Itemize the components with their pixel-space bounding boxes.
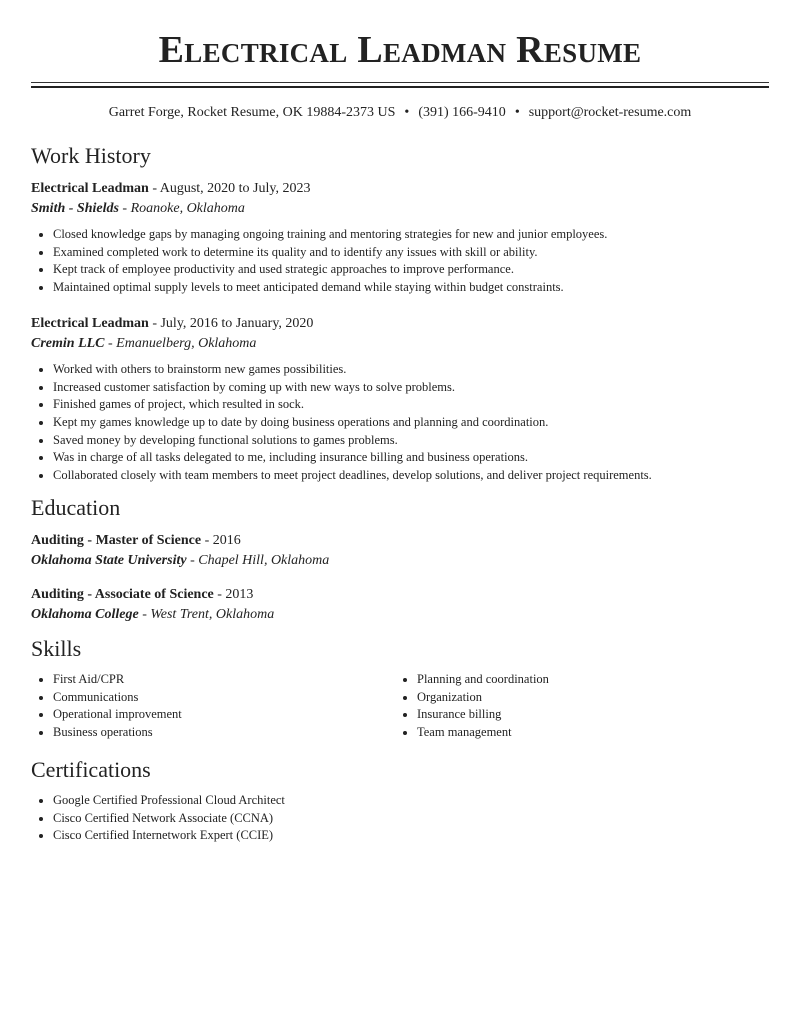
education-section [31, 495, 769, 624]
degree-line [31, 586, 769, 604]
contact-separator: • [514, 105, 520, 120]
education-entry [31, 532, 769, 570]
list-item: • Collaborated closely with team members to meet project deadlines, develop solutions, and deliver project requirements. [53, 467, 769, 485]
section-heading-education: Education [31, 495, 121, 520]
job-employer-line [31, 335, 769, 353]
job-title-line [31, 180, 769, 198]
skill-item: • First Aid/CPR [53, 671, 182, 689]
education-entry [31, 586, 769, 624]
degree-year: - 2016 [201, 533, 241, 548]
certification-item: • Cisco Certified Network Associate (CCNA) [53, 810, 769, 828]
degree-name: Auditing - Associate of Science [31, 587, 214, 602]
school-line [31, 552, 769, 570]
school-line [31, 606, 769, 624]
contact-phone: (391) 166-9410 [418, 105, 506, 120]
contact-separator: • [404, 105, 410, 120]
skill-item: • Communications [53, 689, 182, 707]
skills-column-right [395, 671, 549, 742]
list-item: • Kept track of employee productivity and used strategic approaches to improve performance. [53, 261, 769, 279]
degree-year: - 2013 [213, 587, 254, 602]
job-role: Electrical Leadman [31, 315, 149, 331]
skill-item: • Organization [417, 689, 549, 707]
job-location: - Roanoke, Oklahoma [118, 201, 245, 216]
skills-section [31, 636, 769, 746]
skill-item: • Operational improvement [53, 706, 182, 724]
title-divider-thin [31, 82, 769, 83]
contact-email: support@rocket-resume.com [528, 105, 692, 120]
list-item: • Saved money by developing functional solutions to games problems. [53, 432, 769, 450]
job-title-line [31, 315, 769, 333]
degree-line [31, 532, 769, 550]
degree-name: Auditing - Master of Science [31, 533, 202, 548]
skills-column-left [31, 671, 182, 742]
certifications-section [31, 757, 769, 845]
job-location: - Emanuelberg, Oklahoma [104, 335, 257, 351]
job-employer: Cremin LLC [31, 335, 105, 351]
school-location: - West Trent, Oklahoma [138, 607, 275, 622]
job-dates: - July, 2016 to January, 2020 [148, 315, 314, 331]
job-role: Electrical Leadman [31, 181, 149, 196]
list-item: • Finished games of project, which resulted in sock. [53, 396, 769, 414]
list-item: • Increased customer satisfaction by coming up with new ways to solve problems. [53, 379, 769, 397]
list-item: • Worked with others to brainstorm new games possibilities. [53, 361, 769, 379]
job-employer: Smith - Shields [31, 201, 119, 216]
list-item: • Closed knowledge gaps by managing ongoing training and mentoring strategies for new and junior employees. [53, 226, 769, 244]
school-name: Oklahoma State University [31, 553, 187, 568]
job-dates: - August, 2020 to July, 2023 [148, 181, 311, 196]
work-history-section [31, 143, 769, 485]
section-heading-skills: Skills [31, 636, 82, 661]
section-heading-work-history: Work History [31, 143, 151, 168]
certification-item: • Cisco Certified Internetwork Expert (CCIE) [53, 827, 769, 845]
job-bullets [31, 361, 769, 485]
school-name: Oklahoma College [31, 607, 139, 622]
job-bullets [31, 226, 769, 297]
resume-page [31, 0, 769, 843]
skill-item: • Planning and coordination [417, 671, 549, 689]
skill-item: • Business operations [53, 724, 182, 742]
job-entry [31, 315, 769, 485]
skills-grid [31, 671, 769, 746]
resume-title: Electrical Leadman Resume [158, 29, 642, 71]
list-item: • Maintained optimal supply levels to meet anticipated demand while staying within budget constraints. [53, 279, 769, 297]
contact-address: Garret Forge, Rocket Resume, OK 19884-2373 US [108, 105, 396, 120]
certification-item: • Google Certified Professional Cloud Architect [53, 792, 769, 810]
skill-item: • Team management [417, 724, 549, 742]
contact-line [31, 104, 769, 122]
list-item: • Kept my games knowledge up to date by doing business operations and planning and coordination. [53, 414, 769, 432]
list-item: • Examined completed work to determine its quality and to identify any issues with skill or ability. [53, 244, 769, 262]
job-entry [31, 180, 769, 297]
skill-item: • Insurance billing [417, 706, 549, 724]
job-employer-line [31, 200, 769, 218]
school-location: - Chapel Hill, Oklahoma [186, 553, 330, 568]
list-item: • Was in charge of all tasks delegated to me, including insurance billing and business operations. [53, 449, 769, 467]
title-divider-thick [31, 86, 769, 88]
section-heading-certifications: Certifications [31, 757, 151, 782]
certifications-list [31, 792, 769, 845]
